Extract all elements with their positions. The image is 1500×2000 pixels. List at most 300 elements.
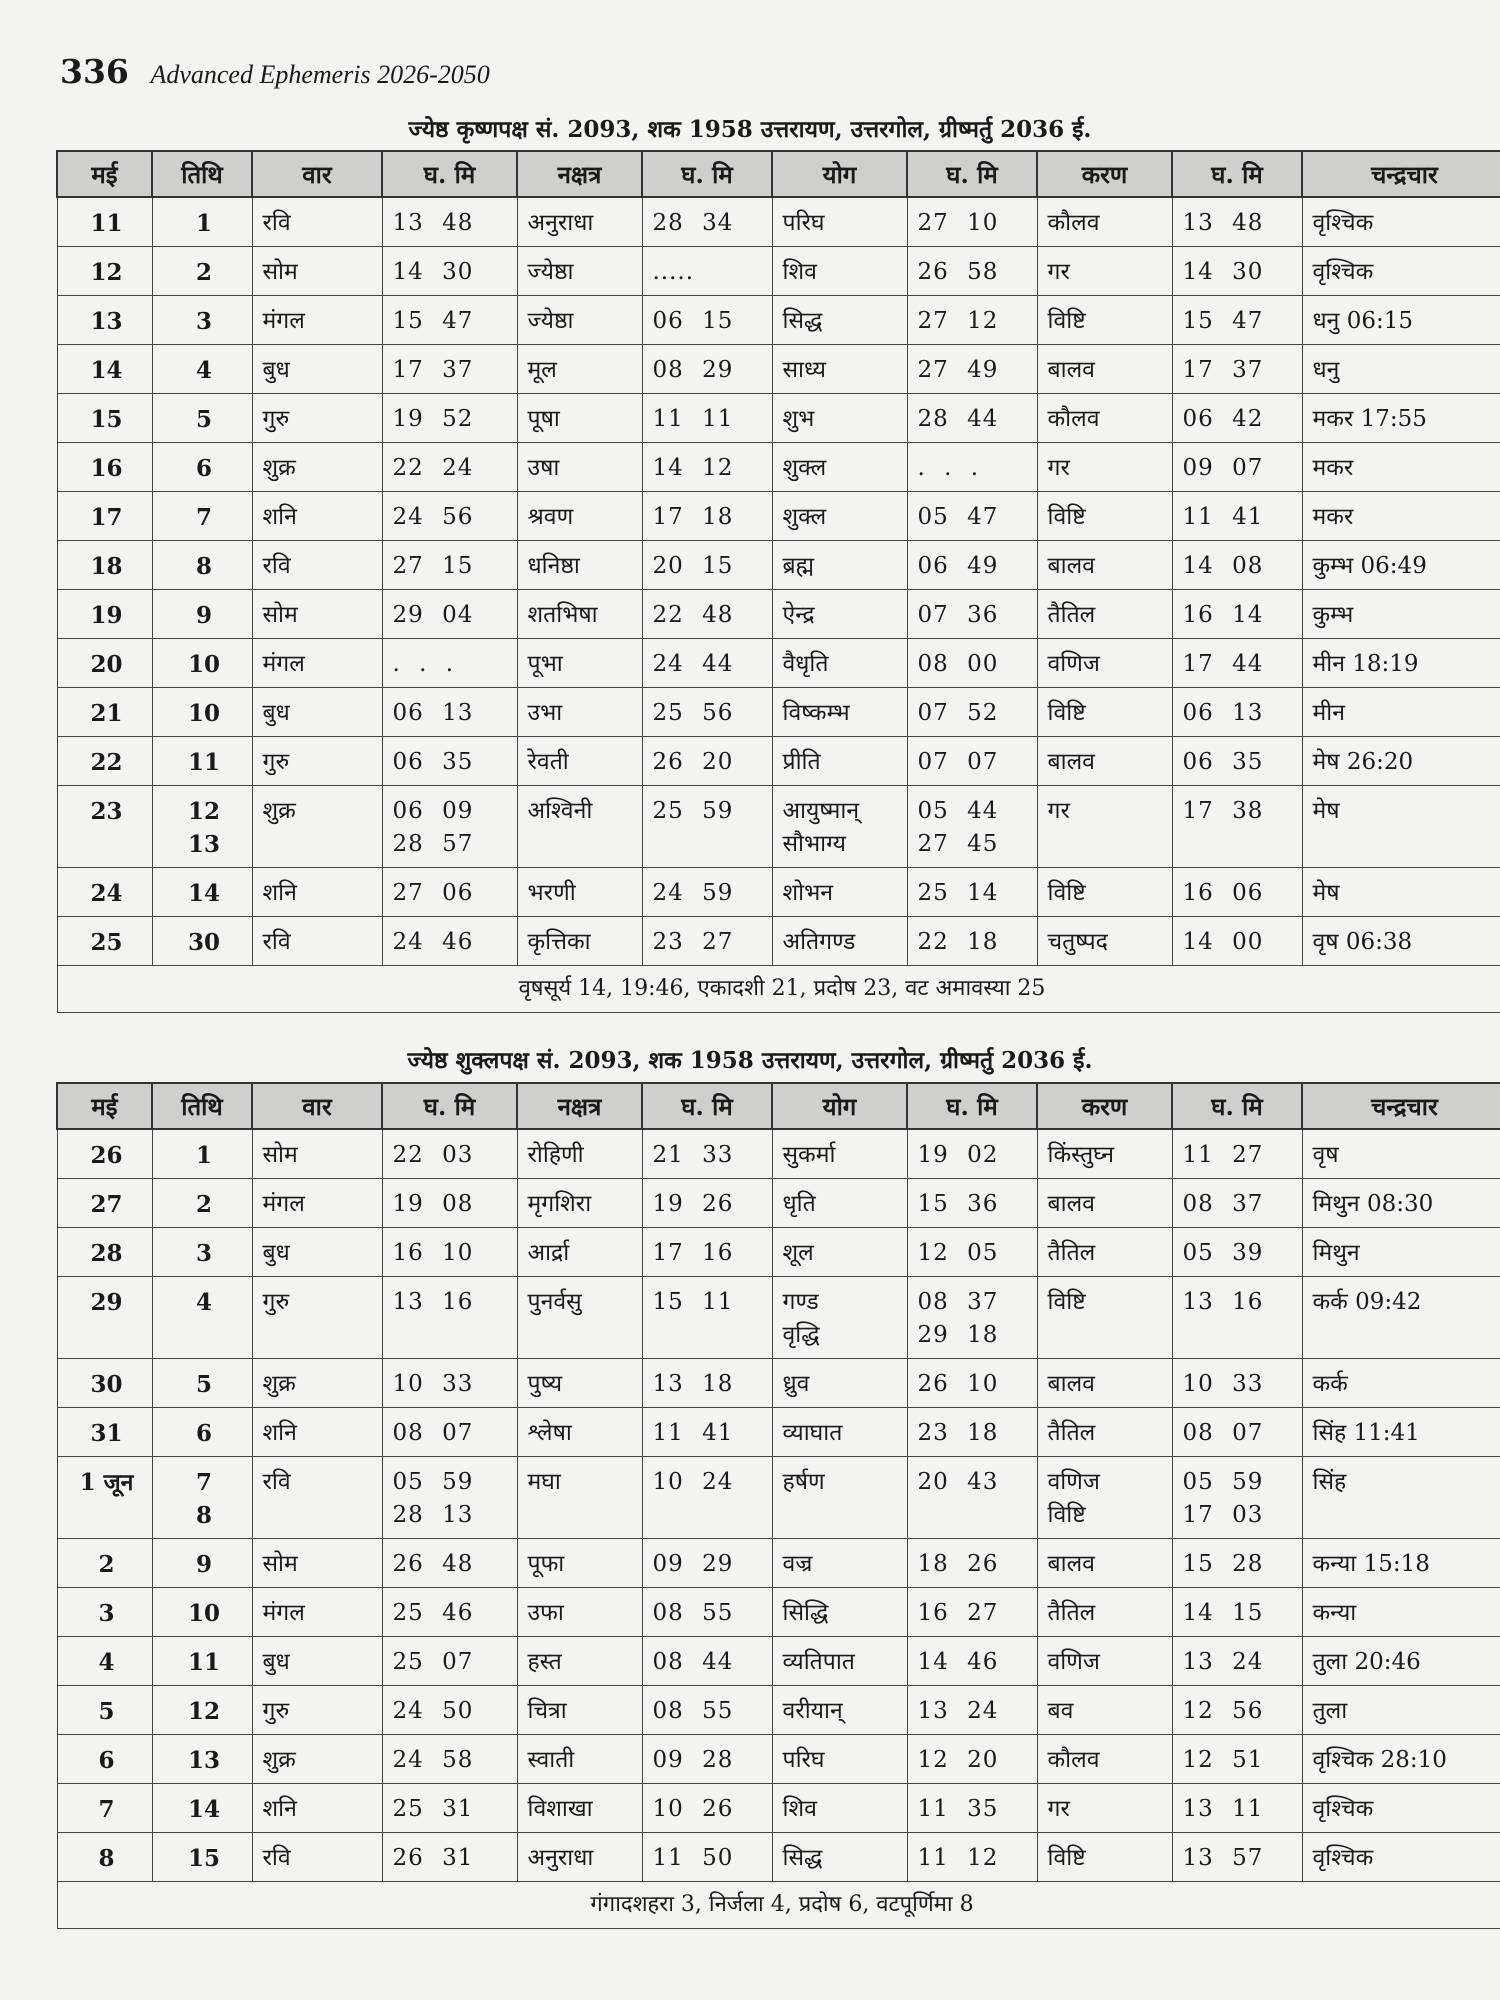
cell-nakshatra-time: 22 48 [642,590,772,639]
section-title-krishna-paksha: ज्येष्ठ कृष्णपक्ष सं. 2093, शक 1958 उत्तरायण, उत्तरगोल, ग्रीष्मर्तु 2036 ई. [408,116,1092,143]
cell-karana: बालव [1037,1359,1172,1408]
cell-tithi: 4 [152,345,252,394]
table-row [57,590,1500,639]
cell-yoga-time: 08 37 29 18 [907,1277,1037,1359]
cell-weekday: मंगल [252,1179,382,1228]
cell-karana-time: 09 07 [1172,443,1302,492]
cell-weekday: शनि [252,492,382,541]
cell-tithi: 3 [152,296,252,345]
cell-nakshatra: मृगशिरा [517,1179,642,1228]
cell-moon-sign: मेष [1302,868,1500,917]
cell-moon-sign: मकर [1302,492,1500,541]
cell-yoga: वैधृति [772,639,907,688]
cell-tithi-time: 06 13 [382,688,517,737]
cell-karana: वणिज [1037,639,1172,688]
cell-nakshatra: श्रवण [517,492,642,541]
cell-tithi-time: 27 15 [382,541,517,590]
cell-karana: वणिज [1037,1637,1172,1686]
cell-karana: चतुष्पद [1037,917,1172,966]
cell-nakshatra: हस्त [517,1637,642,1686]
cell-nakshatra-time: 25 56 [642,688,772,737]
cell-weekday: सोम [252,1129,382,1179]
cell-date: 27 [57,1179,152,1228]
cell-moon-sign: कन्या 15:18 [1302,1539,1500,1588]
table-row [57,443,1500,492]
cell-karana: बव [1037,1686,1172,1735]
table-row [57,639,1500,688]
section-title-shukla-paksha: ज्येष्ठ शुक्लपक्ष सं. 2093, शक 1958 उत्तरायण, उत्तरगोल, ग्रीष्मर्तु 2036 ई. [407,1047,1093,1074]
column-header-karana: करण [1037,1083,1172,1129]
cell-moon-sign: मीन 18:19 [1302,639,1500,688]
cell-nakshatra-time: 11 50 [642,1833,772,1882]
cell-yoga-time: . . . [907,443,1037,492]
cell-nakshatra-time: 06 15 [642,296,772,345]
cell-tithi: 5 [152,394,252,443]
cell-moon-sign: सिंह [1302,1457,1500,1539]
cell-date: 13 [57,296,152,345]
cell-date: 24 [57,868,152,917]
cell-karana: विष्टि [1037,492,1172,541]
cell-nakshatra: पूफा [517,1539,642,1588]
cell-weekday: शनि [252,868,382,917]
column-header-yoga-time: घ. मि [907,1083,1037,1129]
book-title: Advanced Ephemeris 2026-2050 [150,60,490,89]
table-row [57,1539,1500,1588]
cell-date: 2 [57,1539,152,1588]
cell-tithi-time: 10 33 [382,1359,517,1408]
cell-tithi: 14 [152,868,252,917]
column-header-nakshatra-time: घ. मि [642,1083,772,1129]
cell-yoga: धृति [772,1179,907,1228]
cell-weekday: शनि [252,1408,382,1457]
cell-yoga-time: 06 49 [907,541,1037,590]
cell-date: 30 [57,1359,152,1408]
cell-tithi: 5 [152,1359,252,1408]
cell-tithi-time: 08 07 [382,1408,517,1457]
column-header-karana-time: घ. मि [1172,151,1302,197]
cell-weekday: सोम [252,247,382,296]
cell-yoga-time: 22 18 [907,917,1037,966]
cell-karana: बालव [1037,1179,1172,1228]
cell-tithi: 2 [152,247,252,296]
cell-karana-time: 06 35 [1172,737,1302,786]
table-row [57,492,1500,541]
cell-karana: किंस्तुघ्न [1037,1129,1172,1179]
column-header-moon-sign: चन्द्रचार [1302,151,1500,197]
cell-weekday: गुरु [252,394,382,443]
cell-tithi-time: 19 08 [382,1179,517,1228]
cell-yoga: ब्रह्म [772,541,907,590]
cell-yoga: प्रीति [772,737,907,786]
cell-yoga-time: 05 47 [907,492,1037,541]
cell-nakshatra-time: 08 29 [642,345,772,394]
ephemeris-table-krishna-paksha [56,150,1500,1013]
cell-tithi: 11 [152,1637,252,1686]
cell-tithi-time: 19 52 [382,394,517,443]
cell-karana: बालव [1037,541,1172,590]
cell-yoga-time: 16 27 [907,1588,1037,1637]
cell-nakshatra: श्लेषा [517,1408,642,1457]
cell-karana: कौलव [1037,197,1172,247]
table-row [57,1833,1500,1882]
table-row [57,345,1500,394]
cell-nakshatra-time: 15 11 [642,1277,772,1359]
cell-yoga-time: 05 44 27 45 [907,786,1037,868]
cell-moon-sign: धनु 06:15 [1302,296,1500,345]
cell-date: 1 जून [57,1457,152,1539]
cell-yoga-time: 25 14 [907,868,1037,917]
cell-moon-sign: मेष [1302,786,1500,868]
cell-tithi-time: 13 48 [382,197,517,247]
cell-nakshatra: उषा [517,443,642,492]
cell-yoga-time: 27 49 [907,345,1037,394]
cell-date: 20 [57,639,152,688]
cell-moon-sign: मकर [1302,443,1500,492]
cell-karana: गर [1037,443,1172,492]
cell-weekday: बुध [252,1637,382,1686]
cell-karana-time: 14 00 [1172,917,1302,966]
cell-yoga: परिघ [772,1735,907,1784]
cell-tithi-time: 24 58 [382,1735,517,1784]
cell-nakshatra: पुष्य [517,1359,642,1408]
cell-karana-time: 14 30 [1172,247,1302,296]
table-row [57,1784,1500,1833]
cell-tithi: 15 [152,1833,252,1882]
cell-moon-sign: कर्क [1302,1359,1500,1408]
cell-nakshatra-time: 25 59 [642,786,772,868]
cell-nakshatra-time: 23 27 [642,917,772,966]
cell-karana-time: 13 48 [1172,197,1302,247]
cell-weekday: शुक्र [252,786,382,868]
cell-nakshatra-time: 13 18 [642,1359,772,1408]
cell-tithi: 11 [152,737,252,786]
cell-tithi-time: . . . [382,639,517,688]
cell-karana-time: 15 28 [1172,1539,1302,1588]
cell-date: 22 [57,737,152,786]
cell-date: 5 [57,1686,152,1735]
cell-nakshatra: मघा [517,1457,642,1539]
cell-yoga: शिव [772,247,907,296]
cell-tithi-time: 17 37 [382,345,517,394]
cell-nakshatra-time: 08 55 [642,1588,772,1637]
cell-date: 28 [57,1228,152,1277]
cell-karana: तैतिल [1037,1228,1172,1277]
cell-karana: विष्टि [1037,688,1172,737]
cell-date: 11 [57,197,152,247]
table-row [57,1637,1500,1686]
cell-karana: वणिज विष्टि [1037,1457,1172,1539]
cell-nakshatra-time: 28 34 [642,197,772,247]
cell-nakshatra-time: 08 44 [642,1637,772,1686]
festival-notes: गंगादशहरा 3, निर्जला 4, प्रदोष 6, वटपूर्णिमा 8 [57,1882,1500,1929]
cell-tithi-time: 25 46 [382,1588,517,1637]
page-number: 336 [60,52,129,91]
cell-nakshatra-time: 09 29 [642,1539,772,1588]
column-header-yoga: योग [772,151,907,197]
cell-yoga-time: 18 26 [907,1539,1037,1588]
cell-date: 18 [57,541,152,590]
column-header-karana: करण [1037,151,1172,197]
cell-moon-sign: मेष 26:20 [1302,737,1500,786]
cell-weekday: मंगल [252,1588,382,1637]
cell-moon-sign: कर्क 09:42 [1302,1277,1500,1359]
cell-yoga-time: 07 52 [907,688,1037,737]
cell-moon-sign: वृष [1302,1129,1500,1179]
cell-date: 12 [57,247,152,296]
cell-yoga: सिद्ध [772,1833,907,1882]
cell-karana: बालव [1037,1539,1172,1588]
table-footer-row [57,1882,1500,1929]
cell-weekday: शुक्र [252,1359,382,1408]
cell-yoga: परिघ [772,197,907,247]
cell-karana: विष्टि [1037,1277,1172,1359]
table-row [57,541,1500,590]
cell-date: 8 [57,1833,152,1882]
cell-date: 6 [57,1735,152,1784]
cell-moon-sign: मिथुन 08:30 [1302,1179,1500,1228]
cell-moon-sign: कुम्भ 06:49 [1302,541,1500,590]
cell-nakshatra-time: 10 24 [642,1457,772,1539]
cell-yoga-time: 14 46 [907,1637,1037,1686]
cell-nakshatra-time: 11 41 [642,1408,772,1457]
cell-karana-time: 17 44 [1172,639,1302,688]
cell-nakshatra: ज्येष्ठा [517,296,642,345]
cell-nakshatra-time: ..... [642,247,772,296]
table-row [57,1457,1500,1539]
cell-yoga: हर्षण [772,1457,907,1539]
cell-karana: गर [1037,1784,1172,1833]
cell-karana-time: 06 13 [1172,688,1302,737]
cell-tithi: 30 [152,917,252,966]
cell-nakshatra-time: 08 55 [642,1686,772,1735]
cell-tithi-time: 06 35 [382,737,517,786]
cell-tithi-time: 25 07 [382,1637,517,1686]
cell-yoga: शिव [772,1784,907,1833]
column-header-moon-sign: चन्द्रचार [1302,1083,1500,1129]
cell-karana: बालव [1037,737,1172,786]
column-header-nakshatra-time: घ. मि [642,151,772,197]
cell-nakshatra: आर्द्रा [517,1228,642,1277]
cell-tithi: 12 [152,1686,252,1735]
cell-nakshatra-time: 24 59 [642,868,772,917]
cell-tithi-time: 15 47 [382,296,517,345]
cell-yoga-time: 19 02 [907,1129,1037,1179]
cell-nakshatra: ज्येष्ठा [517,247,642,296]
cell-yoga-time: 23 18 [907,1408,1037,1457]
table-row [57,247,1500,296]
cell-karana-time: 11 27 [1172,1129,1302,1179]
cell-karana: गर [1037,247,1172,296]
cell-karana: तैतिल [1037,590,1172,639]
cell-nakshatra-time: 19 26 [642,1179,772,1228]
festival-notes: वृषसूर्य 14, 19:46, एकादशी 21, प्रदोष 23, वट अमावस्या 25 [57,966,1500,1013]
table-row [57,917,1500,966]
cell-nakshatra: धनिष्ठा [517,541,642,590]
ephemeris-table-shukla-paksha [56,1082,1500,1929]
cell-moon-sign: सिंह 11:41 [1302,1408,1500,1457]
cell-tithi: 10 [152,688,252,737]
table-row [57,1588,1500,1637]
cell-yoga-time: 07 07 [907,737,1037,786]
cell-date: 29 [57,1277,152,1359]
table-row [57,1735,1500,1784]
cell-tithi-time: 26 48 [382,1539,517,1588]
cell-moon-sign: वृश्चिक 28:10 [1302,1735,1500,1784]
cell-nakshatra-time: 24 44 [642,639,772,688]
cell-yoga: अतिगण्ड [772,917,907,966]
column-header-tithi: तिथि [152,1083,252,1129]
cell-karana-time: 13 11 [1172,1784,1302,1833]
cell-nakshatra: मूल [517,345,642,394]
page-header [60,52,490,91]
cell-yoga: सिद्ध [772,296,907,345]
table-row [57,688,1500,737]
cell-karana: विष्टि [1037,1833,1172,1882]
cell-weekday: मंगल [252,296,382,345]
cell-tithi-time: 24 56 [382,492,517,541]
cell-tithi: 7 [152,492,252,541]
cell-tithi-time: 27 06 [382,868,517,917]
cell-tithi: 6 [152,1408,252,1457]
cell-moon-sign: धनु [1302,345,1500,394]
cell-karana: विष्टि [1037,296,1172,345]
cell-nakshatra: अश्विनी [517,786,642,868]
cell-moon-sign: मिथुन [1302,1228,1500,1277]
column-header-nakshatra: नक्षत्र [517,1083,642,1129]
cell-weekday: शनि [252,1784,382,1833]
cell-tithi: 2 [152,1179,252,1228]
cell-karana: गर [1037,786,1172,868]
cell-yoga-time: 15 36 [907,1179,1037,1228]
cell-weekday: सोम [252,1539,382,1588]
table-footer-row [57,966,1500,1013]
cell-yoga-time: 28 44 [907,394,1037,443]
table-row [57,1228,1500,1277]
cell-yoga: ऐन्द्र [772,590,907,639]
cell-date: 25 [57,917,152,966]
cell-yoga-time: 11 12 [907,1833,1037,1882]
cell-yoga: गण्ड वृद्धि [772,1277,907,1359]
cell-karana-time: 14 15 [1172,1588,1302,1637]
cell-yoga: साध्य [772,345,907,394]
column-header-weekday: वार [252,151,382,197]
cell-tithi-time: 14 30 [382,247,517,296]
table-row [57,394,1500,443]
cell-karana-time: 08 07 [1172,1408,1302,1457]
cell-moon-sign: मकर 17:55 [1302,394,1500,443]
cell-tithi-time: 24 50 [382,1686,517,1735]
cell-date: 26 [57,1129,152,1179]
cell-moon-sign: वृश्चिक [1302,247,1500,296]
column-header-tithi: तिथि [152,151,252,197]
cell-karana: तैतिल [1037,1588,1172,1637]
cell-weekday: सोम [252,590,382,639]
cell-nakshatra: उफा [517,1588,642,1637]
cell-karana-time: 16 14 [1172,590,1302,639]
table-row [57,737,1500,786]
table-row [57,1408,1500,1457]
cell-tithi: 10 [152,1588,252,1637]
cell-yoga: शुक्ल [772,492,907,541]
cell-nakshatra-time: 21 33 [642,1129,772,1179]
cell-yoga: सुकर्मा [772,1129,907,1179]
cell-karana-time: 05 59 17 03 [1172,1457,1302,1539]
table-row [57,1686,1500,1735]
cell-moon-sign: कुम्भ [1302,590,1500,639]
cell-moon-sign: मीन [1302,688,1500,737]
cell-nakshatra: स्वाती [517,1735,642,1784]
cell-nakshatra: भरणी [517,868,642,917]
cell-nakshatra-time: 26 20 [642,737,772,786]
table-row [57,1359,1500,1408]
cell-karana-time: 12 51 [1172,1735,1302,1784]
cell-nakshatra: रेवती [517,737,642,786]
cell-tithi: 9 [152,1539,252,1588]
cell-yoga: आयुष्मान् सौभाग्य [772,786,907,868]
cell-tithi: 13 [152,1735,252,1784]
column-header-yoga-time: घ. मि [907,151,1037,197]
cell-tithi: 9 [152,590,252,639]
cell-karana-time: 06 42 [1172,394,1302,443]
cell-weekday: मंगल [252,639,382,688]
cell-yoga: विष्कम्भ [772,688,907,737]
column-header-nakshatra: नक्षत्र [517,151,642,197]
table-row [57,868,1500,917]
cell-nakshatra-time: 14 12 [642,443,772,492]
cell-karana-time: 17 37 [1172,345,1302,394]
cell-karana-time: 15 47 [1172,296,1302,345]
cell-yoga-time: 12 20 [907,1735,1037,1784]
cell-yoga-time: 27 12 [907,296,1037,345]
cell-date: 7 [57,1784,152,1833]
cell-yoga: सिद्धि [772,1588,907,1637]
cell-weekday: रवि [252,1833,382,1882]
cell-nakshatra-time: 10 26 [642,1784,772,1833]
column-header-date: मई [57,151,152,197]
cell-yoga: वज्र [772,1539,907,1588]
cell-yoga-time: 27 10 [907,197,1037,247]
cell-karana-time: 12 56 [1172,1686,1302,1735]
cell-date: 17 [57,492,152,541]
cell-nakshatra: शतभिषा [517,590,642,639]
cell-tithi-time: 22 24 [382,443,517,492]
cell-tithi-time: 26 31 [382,1833,517,1882]
column-header-tithi-time: घ. मि [382,151,517,197]
cell-yoga: शुक्ल [772,443,907,492]
cell-karana-time: 17 38 [1172,786,1302,868]
cell-weekday: बुध [252,688,382,737]
cell-tithi-time: 06 09 28 57 [382,786,517,868]
cell-nakshatra: पुनर्वसु [517,1277,642,1359]
cell-weekday: बुध [252,1228,382,1277]
cell-karana-time: 13 16 [1172,1277,1302,1359]
cell-tithi: 6 [152,443,252,492]
cell-yoga: व्यतिपात [772,1637,907,1686]
cell-karana: तैतिल [1037,1408,1172,1457]
cell-yoga-time: 26 10 [907,1359,1037,1408]
cell-date: 3 [57,1588,152,1637]
cell-date: 16 [57,443,152,492]
cell-yoga: व्याघात [772,1408,907,1457]
cell-nakshatra: रोहिणी [517,1129,642,1179]
cell-nakshatra-time: 17 18 [642,492,772,541]
cell-tithi-time: 13 16 [382,1277,517,1359]
cell-moon-sign: तुला [1302,1686,1500,1735]
cell-nakshatra: कृत्तिका [517,917,642,966]
cell-tithi: 1 [152,197,252,247]
cell-weekday: रवि [252,917,382,966]
cell-karana-time: 14 08 [1172,541,1302,590]
